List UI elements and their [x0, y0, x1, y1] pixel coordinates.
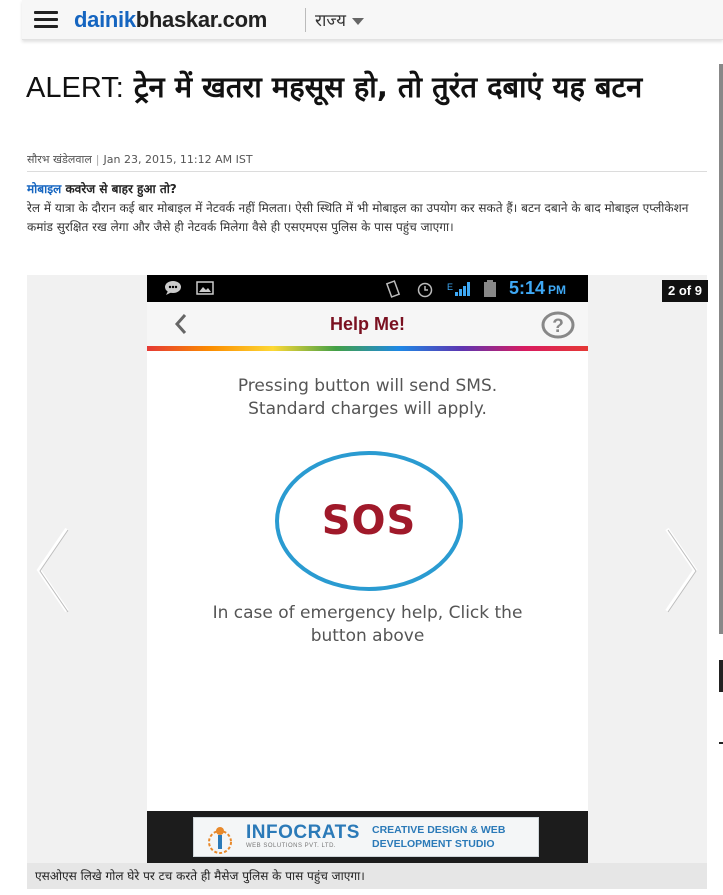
- ad-banner[interactable]: [193, 817, 539, 857]
- brand-logo-part1: dainik: [74, 7, 136, 32]
- article-intro: रेल में यात्रा के दौरान कई बार मोबाइल में नेटवर्क नहीं मिलता। ऐसी स्थिति में भी मोबाइल का उपयोग कर सकते हैं। बटन दबाने के बाद मोबाइल एप्लीकेशन कमांड सुरक्षित रख लेगा और जैसे ही नेटवर्क मिलेगा वैसे ही एसएमएस पुलिस के पास पहुंच जाएगा।: [27, 201, 689, 234]
- phone-clock: [509, 278, 566, 299]
- article-subhead: [27, 180, 177, 197]
- publish-date: Jan 23, 2015, 11:12 AM IST: [103, 153, 253, 166]
- right-edge-fragment: [719, 742, 723, 744]
- right-edge-fragment: [719, 660, 723, 692]
- sms-notice-line1: Pressing button will send SMS.: [237, 376, 498, 396]
- photo-gallery: [27, 275, 707, 863]
- infocrats-logo-icon: [202, 822, 238, 854]
- emergency-help-line2: button above: [310, 626, 425, 646]
- subhead-text: कवरेज से बाहर हुआ तो?: [61, 182, 177, 196]
- vibrate-icon: [383, 280, 403, 298]
- previous-slide-chevron-icon[interactable]: [33, 525, 73, 615]
- app-title: Help Me!: [329, 314, 405, 334]
- battery-icon: [483, 280, 497, 298]
- help-question-icon[interactable]: [540, 311, 576, 339]
- ad-company-sub: WEB SOLUTIONS PVT. LTD.: [246, 843, 337, 849]
- headline-prefix: ALERT:: [26, 72, 124, 104]
- top-navbar: [22, 0, 723, 40]
- author-name[interactable]: सौरभ खंडेलवाल: [27, 153, 92, 166]
- phone-clock-ampm: PM: [548, 283, 567, 297]
- ad-tagline-line1: CREATIVE DESIGN & WEB: [372, 824, 506, 836]
- hamburger-menu-icon[interactable]: [34, 11, 58, 29]
- svg-text:E: E: [447, 282, 454, 292]
- slide-counter: 2 of 9: [662, 280, 708, 302]
- state-dropdown[interactable]: [315, 8, 364, 31]
- state-dropdown-label: राज्य: [315, 11, 346, 31]
- sos-button[interactable]: [275, 451, 463, 591]
- sms-notice: [147, 375, 588, 421]
- sos-label: SOS: [321, 498, 417, 544]
- phone-status-bar: [147, 275, 588, 302]
- article-headline: [26, 66, 686, 109]
- chat-icon: [163, 280, 183, 296]
- emergency-help-text: [147, 602, 588, 648]
- headline-text: ट्रेन में खतरा महसूस हो, तो तुरंत दबाएं यह बटन: [123, 70, 643, 104]
- gallery-caption: एसओएस लिखे गोल घेरे पर टच करते ही मैसेज पुलिस के पास पहुंच जाएगा।: [27, 863, 707, 889]
- right-edge-panel: [719, 64, 723, 634]
- app-header: [147, 302, 588, 346]
- ad-tagline: [372, 823, 505, 851]
- alarm-icon: [415, 280, 435, 298]
- gallery-image: [147, 275, 588, 863]
- rainbow-divider: [147, 346, 588, 351]
- phone-clock-time: 5:14: [509, 278, 546, 298]
- image-icon: [195, 280, 215, 296]
- article-byline: [27, 152, 707, 172]
- sms-notice-line2: Standard charges will apply.: [248, 399, 487, 419]
- ad-tagline-line2: DEVELOPMENT STUDIO: [372, 838, 495, 850]
- brand-logo-part2: bhaskar.com: [135, 7, 267, 32]
- chevron-down-icon: [352, 18, 364, 25]
- subhead-keyword: मोबाइल: [27, 182, 62, 196]
- signal-icon: [447, 280, 471, 298]
- ad-strip: [147, 811, 588, 863]
- emergency-help-line1: In case of emergency help, Click the: [212, 603, 523, 623]
- header-divider: [305, 8, 306, 32]
- next-slide-chevron-icon[interactable]: [661, 525, 701, 615]
- byline-separator: |: [95, 153, 100, 166]
- brand-logo[interactable]: [74, 7, 267, 33]
- svg-text:?: ?: [552, 316, 564, 337]
- ad-company-name: INFOCRATS: [246, 822, 360, 843]
